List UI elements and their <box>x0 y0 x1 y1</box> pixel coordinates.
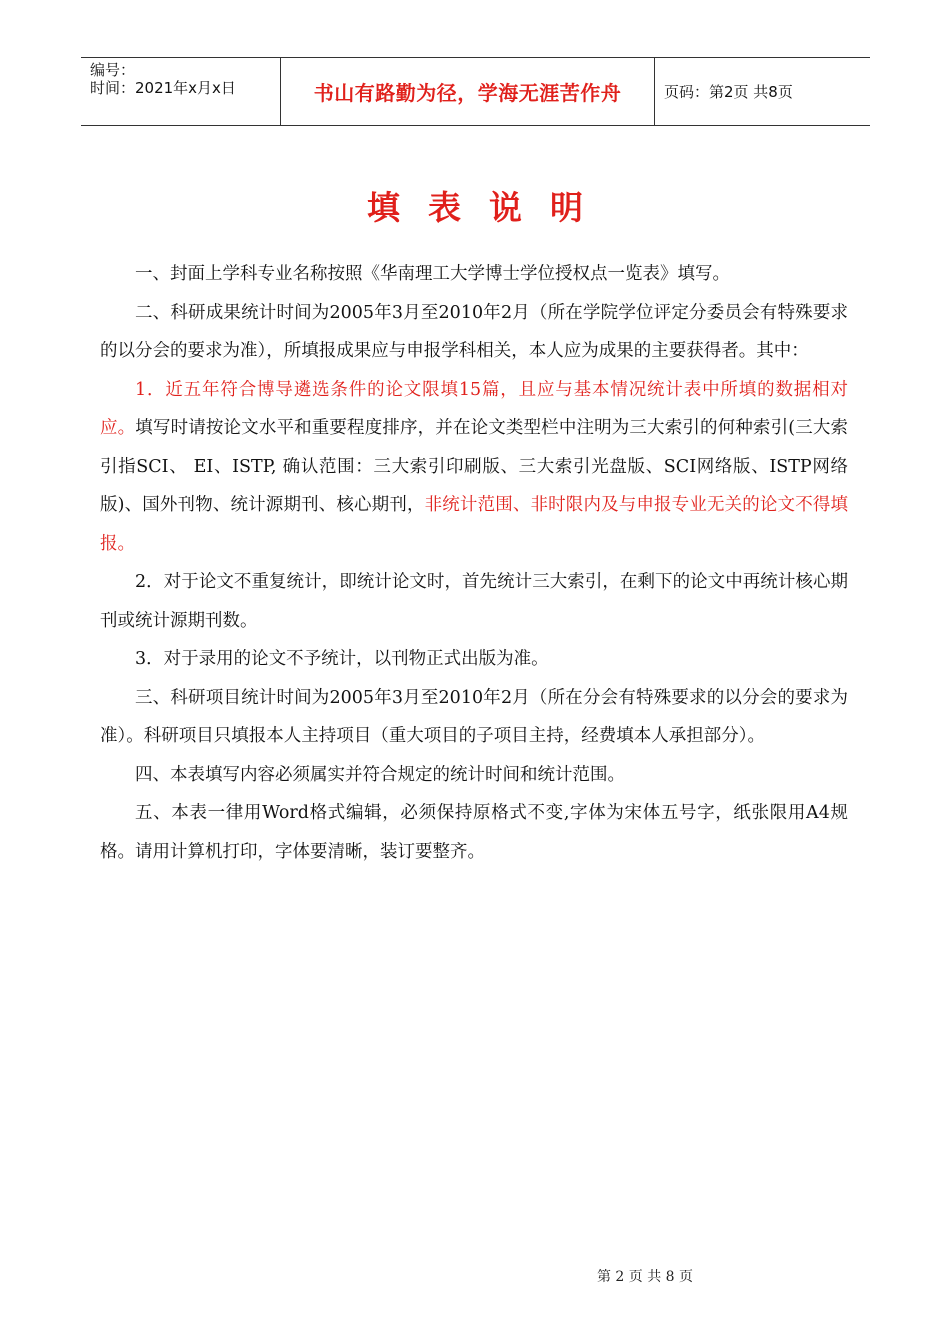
document-header <box>81 57 870 126</box>
header-number-label: 编号： <box>90 61 136 79</box>
paragraph-research-period: 二、科研成果统计时间为2005年3月至2010年2月（所在学院学位评定分委员会有特殊要求的以分会的要求为准），所填报成果应与申报学科相关，本人应为成果的主要获得者。其中： <box>100 302 848 361</box>
header-meta-cell <box>81 58 281 125</box>
header-time-label: 时间：2021年x月x日 <box>90 79 236 97</box>
header-motto: 书山有路勤为径，学海无涯苦作舟 <box>281 58 655 125</box>
paragraph-no-duplicate: 2．对于论文不重复统计，即统计论文时，首先统计三大索引，在剩下的论文中再统计核心期刊或统计源期刊数。 <box>100 572 848 631</box>
paper-limit-highlight: 1．近五年符合博导遴选条件的论文限填15篇，且应与基本情况统计表中所填的数据相对应。 <box>100 379 848 438</box>
page-title: 填表说明 <box>367 188 611 227</box>
paragraph-research-projects: 三、科研项目统计时间为2005年3月至2010年2月（所在分会有特殊要求的以分会的要求为准）。科研项目只填报本人主持项目（重大项目的子项目主持，经费填本人承担部分）。 <box>100 687 848 746</box>
instructions-body <box>100 255 848 871</box>
paper-limit-detail: 填写时请按论文水平和重要程度排序，并在论文类型栏中注明为三大索引的何种索引(三大索引指SCI、 EI、ISTP, 确认范围：三大索引印刷版、三大索引光盘版、SCI网络版、ISTP网络版)、国外刊物、统计源期刊、核心期刊， <box>100 418 848 515</box>
paper-limit-exclusion: 非统计范围、非时限内及与申报专业无关的论文不得填报。 <box>100 495 849 554</box>
paragraph-cover-subject: 一、封面上学科专业名称按照《华南理工大学博士学位授权点一览表》填写。 <box>135 264 730 284</box>
paragraph-truthfulness: 四、本表填写内容必须属实并符合规定的统计时间和统计范围。 <box>135 764 625 785</box>
paragraph-accepted-papers: 3．对于录用的论文不予统计，以刊物正式出版为准。 <box>135 649 549 669</box>
header-page-label: 页码：第2页 共8页 <box>664 83 793 101</box>
paragraph-format: 五、本表一律用Word格式编辑，必须保持原格式不变,字体为宋体五号字，纸张限用A4规格。请用计算机打印，字体要清晰，装订要整齐。 <box>100 803 848 862</box>
page-footer: 第 2 页 共 8 页 <box>596 1269 694 1285</box>
paragraph-paper-limit <box>100 371 848 564</box>
